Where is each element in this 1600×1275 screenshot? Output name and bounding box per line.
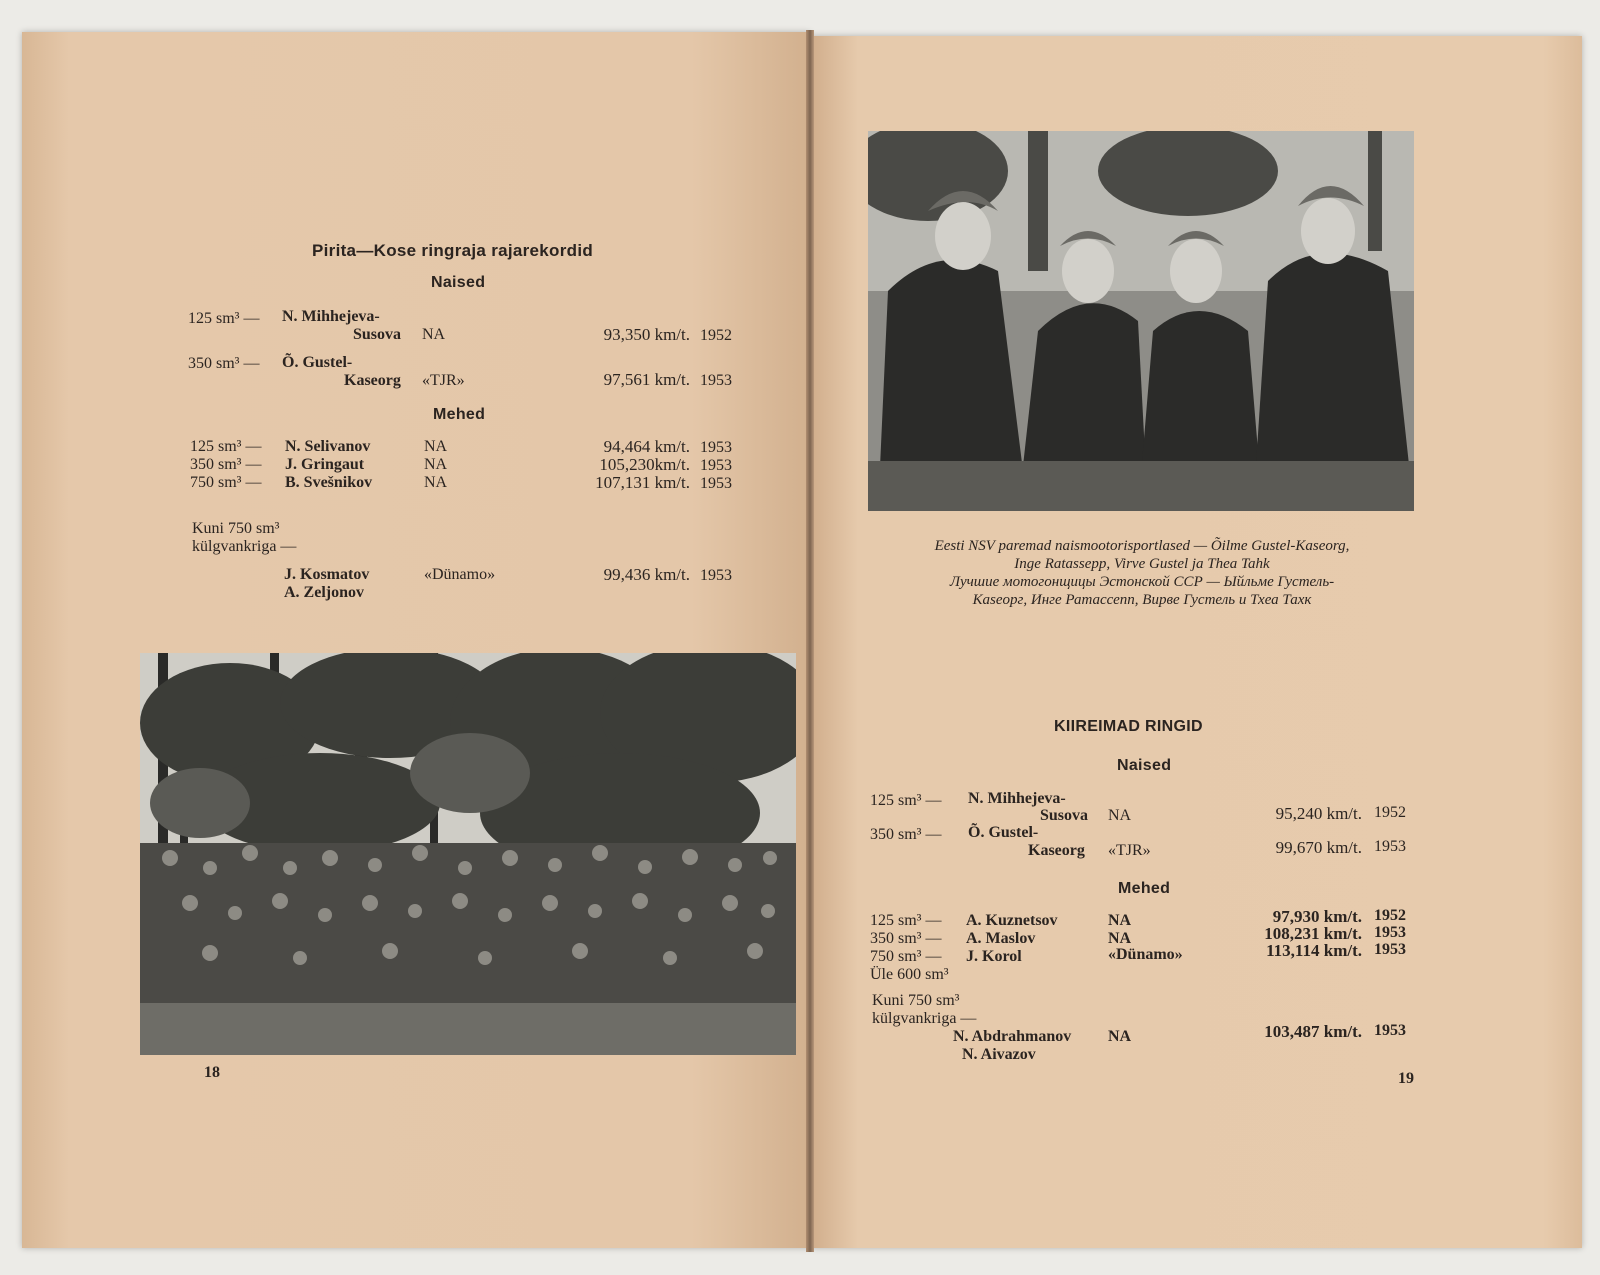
table-row-speed: 105,230km/t. [599, 455, 690, 474]
table-row-year: 1953 [1374, 941, 1406, 958]
sidecar-club: NA [1108, 1028, 1132, 1045]
table-row-year: 1952 [1374, 804, 1406, 821]
table-row-name: Õ. Gustel- [968, 824, 1039, 841]
crowd-photo [140, 653, 796, 1055]
left-page [22, 32, 810, 1248]
left-men-heading: Mehed [433, 406, 486, 423]
table-row-name: N. Mihhejeva- [282, 308, 380, 325]
table-row-name2: Susova [353, 326, 402, 343]
left-women-heading: Naised [431, 274, 486, 291]
table-row-class: 125 sm³ — [190, 438, 262, 455]
left-page-title: Pirita—Kose ringraja rajarekordid [312, 241, 594, 260]
table-row-year: 1952 [700, 327, 732, 344]
table-row-year: 1953 [700, 439, 732, 456]
table-row-club: NA [424, 456, 448, 473]
table-row-speed: 108,231 km/t. [1264, 924, 1362, 943]
table-row-club: «TJR» [422, 372, 465, 389]
table-row-club: NA [1108, 807, 1132, 824]
table-row-year: 1953 [700, 457, 732, 474]
sidecar-club: «Dünamo» [424, 566, 496, 583]
table-row-club: «Dünamo» [1108, 946, 1183, 963]
sidecar-year: 1953 [1374, 1022, 1406, 1039]
table-row-class: 125 sm³ — [870, 912, 942, 929]
sidecar-name1: J. Kosmatov [284, 566, 370, 583]
table-row-class: 125 sm³ — [870, 792, 942, 809]
table-row-year: 1953 [1374, 924, 1406, 941]
photo-caption-line3: Лучшие мотогонщицы Эстонской ССР — Ыйльме Густель- [949, 574, 1335, 590]
table-row-speed: 97,561 km/t. [603, 370, 690, 389]
right-page-number: 19 [1398, 1070, 1414, 1087]
table-row-club: NA [424, 438, 448, 455]
right-women-heading: Naised [1117, 757, 1172, 774]
table-row-club: NA [1108, 930, 1132, 947]
table-row-class: 750 sm³ — [190, 474, 262, 491]
sidecar-line1: Kuni 750 sm³ [872, 992, 960, 1009]
table-row-speed: 113,114 km/t. [1266, 941, 1362, 960]
table-row-club: NA [424, 474, 448, 491]
table-row-club: «TJR» [1108, 842, 1151, 859]
table-row-name: A. Maslov [966, 930, 1036, 947]
over-600-label: Üle 600 sm³ [870, 966, 949, 983]
table-row-name: Õ. Gustel- [282, 354, 353, 371]
table-row-name2: Kaseorg [1028, 842, 1085, 859]
table-row-speed: 95,240 km/t. [1275, 804, 1362, 823]
sidecar-name2: A. Zeljonov [284, 584, 364, 601]
book-spine [806, 30, 814, 1252]
table-row-name: A. Kuznetsov [966, 912, 1058, 929]
sidecar-year: 1953 [700, 567, 732, 584]
sidecar-name1: N. Abdrahmanov [953, 1028, 1072, 1045]
photo-caption-line2: Inge Ratassepp, Virve Gustel ja Thea Tahk [1014, 556, 1270, 572]
table-row-club: NA [422, 326, 446, 343]
table-row-speed: 99,670 km/t. [1275, 838, 1362, 857]
table-row-speed: 107,131 km/t. [595, 473, 690, 492]
table-row-name: N. Mihhejeva- [968, 790, 1066, 807]
sidecar-speed: 99,436 km/t. [603, 565, 690, 584]
sidecar-line2: külgvankriga — [192, 538, 297, 555]
table-row-name2: Susova [1040, 807, 1089, 824]
table-row-class: 350 sm³ — [870, 826, 942, 843]
table-row-name: N. Selivanov [285, 438, 371, 455]
table-row-class: 350 sm³ — [870, 930, 942, 947]
table-row-class: 750 sm³ — [870, 948, 942, 965]
table-row-year: 1953 [1374, 838, 1406, 855]
table-row-speed: 93,350 km/t. [603, 325, 690, 344]
table-row-name: B. Svešnikov [285, 474, 373, 491]
table-row-name: J. Gringaut [285, 456, 365, 473]
table-row-club: NA [1108, 912, 1132, 929]
table-row-name: J. Korol [966, 948, 1022, 965]
left-page-number: 18 [204, 1064, 220, 1081]
table-row-class: 125 sm³ — [188, 310, 260, 327]
right-page-title: KIIREIMAD RINGID [1054, 718, 1203, 735]
table-row-year: 1952 [1374, 907, 1406, 924]
photo-caption-line4: Каseорг, Инге Ратассепп, Вирве Густель и Тхеа Тахк [972, 592, 1312, 608]
table-row-year: 1953 [700, 475, 732, 492]
table-row-name2: Kaseorg [344, 372, 401, 389]
sidecar-speed: 103,487 km/t. [1264, 1022, 1362, 1041]
table-row-year: 1953 [700, 372, 732, 389]
table-row-speed: 94,464 km/t. [603, 437, 690, 456]
table-row-speed: 97,930 km/t. [1272, 907, 1362, 926]
sidecar-line2: külgvankriga — [872, 1010, 977, 1027]
sidecar-name2: N. Aivazov [962, 1046, 1036, 1063]
sidecar-line1: Kuni 750 sm³ [192, 520, 280, 537]
photo-caption-line1: Eesti NSV paremad naismootorisportlased — Õilme Gustel-Kaseorg, [934, 538, 1350, 554]
table-row-class: 350 sm³ — [190, 456, 262, 473]
right-men-heading: Mehed [1118, 880, 1171, 897]
table-row-class: 350 sm³ — [188, 355, 260, 372]
women-racers-photo [868, 131, 1414, 511]
